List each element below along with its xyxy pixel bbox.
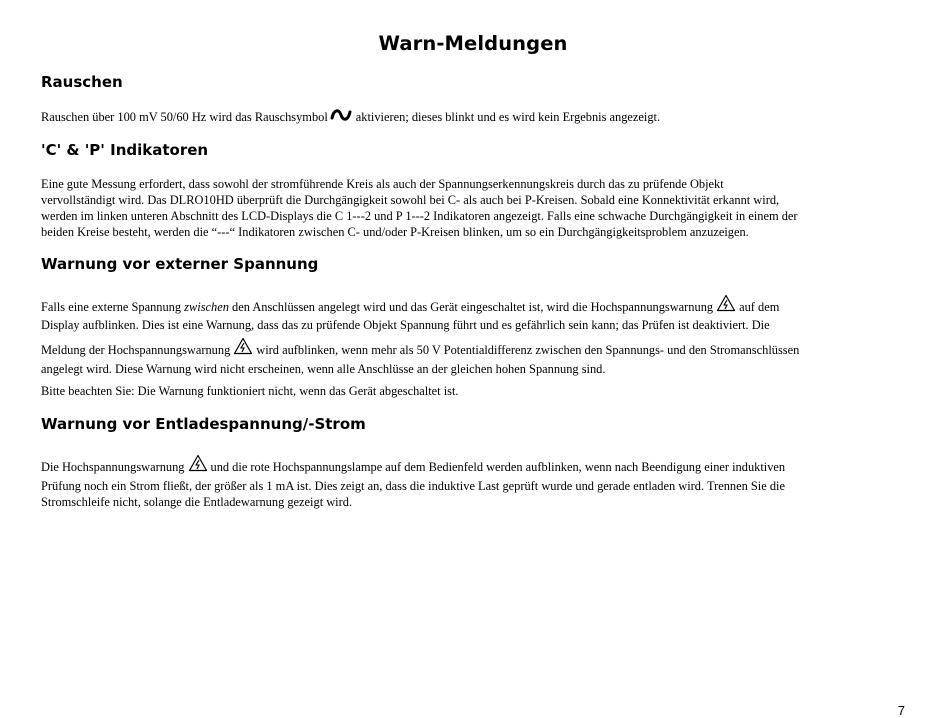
section-heading-c-p-indikatoren: 'C' & 'P' Indikatoren [41,141,209,159]
paragraph-line: vervollständigt wird. Das DLRO10HD überprüft die Durchgängigkeit sowohl bei C- als auch bei P-Kreisen. Sobald eine Konnektivität erkannt wird, [41,193,780,207]
paragraph-line: Die Hochspannungswarnung und die rote Hochspannungslampe auf dem Bedienfeld werden aufblinken, wenn nach Beendigung einer induktiven [41,453,911,478]
noise-icon [330,108,352,122]
high-voltage-warning-icon [716,294,736,312]
paragraph-line: Display aufblinken. Dies ist eine Warnung, dass das zu prüfende Objekt Spannung führt und es gefährlich sein kann; das Prüfen ist deaktiviert. Die [41,318,770,332]
section-heading-entladespannung: Warnung vor Entladespannung/-Strom [41,415,366,433]
paragraph-line: Prüfung noch ein Strom fließt, der größer als 1 mA ist. Dies zeigt an, dass die induktive Last geprüft wurde und gerade entladen wird. Trennen Sie die [41,479,785,493]
paragraph-line: Eine gute Messung erfordert, dass sowohl der stromführende Kreis als auch der Spannungserkennungskreis durch das zu prüfende Objekt [41,177,724,191]
section-body-entladespannung [41,453,911,510]
section-body-rauschen [41,105,911,129]
paragraph-line: angelegt wird. Diese Warnung wird nicht erscheinen, wenn alle Anschlüsse an der gleichen hohen Spannung sind. [41,362,606,376]
paragraph-line: Rauschen über 100 mV 50/60 Hz wird das Rauschsymbol aktivieren; dieses blinkt und es wird kein Ergebnis angezeigt. [41,110,661,124]
paragraph-line: Falls eine externe Spannung zwischen den Anschlüssen angelegt wird und das Gerät eingeschaltet ist, wird die Hochspannungswarnung auf dem [41,293,911,316]
high-voltage-warning-icon [233,337,253,355]
high-voltage-warning-icon [188,454,208,472]
section-body-c-p-indikatoren [41,176,911,240]
section-heading-externe-spannung: Warnung vor externer Spannung [41,255,319,273]
paragraph-line: Meldung der Hochspannungswarnung wird aufblinken, wenn mehr als 50 V Potentialdifferenz zwischen den Spannungs- und den Stromanschlüssen [41,334,911,360]
page-title: Warn-Meldungen [378,32,568,55]
section-heading-rauschen: Rauschen [41,73,123,91]
page-number: 7 [897,703,905,718]
paragraph-line: beiden Kreise besteht, werden die “---“ Indikatoren zwischen C- und/oder P-Kreisen blinken, um so ein Durchgängigkeitsproblem anzuzeigen. [41,225,749,239]
section-body-externe-spannung [41,293,911,400]
paragraph-line: werden im linken unteren Abschnitt des LCD-Displays die C 1---2 und P 1---2 Indikatoren angezeigt. Falls eine schwache Durchgängigkeit in einem der [41,209,798,223]
paragraph-line: Stromschleife nicht, solange die Entladewarnung gezeigt wird. [41,495,353,509]
paragraph-line: Bitte beachten Sie: Die Warnung funktioniert nicht, wenn das Gerät abgeschaltet ist. [41,384,459,398]
